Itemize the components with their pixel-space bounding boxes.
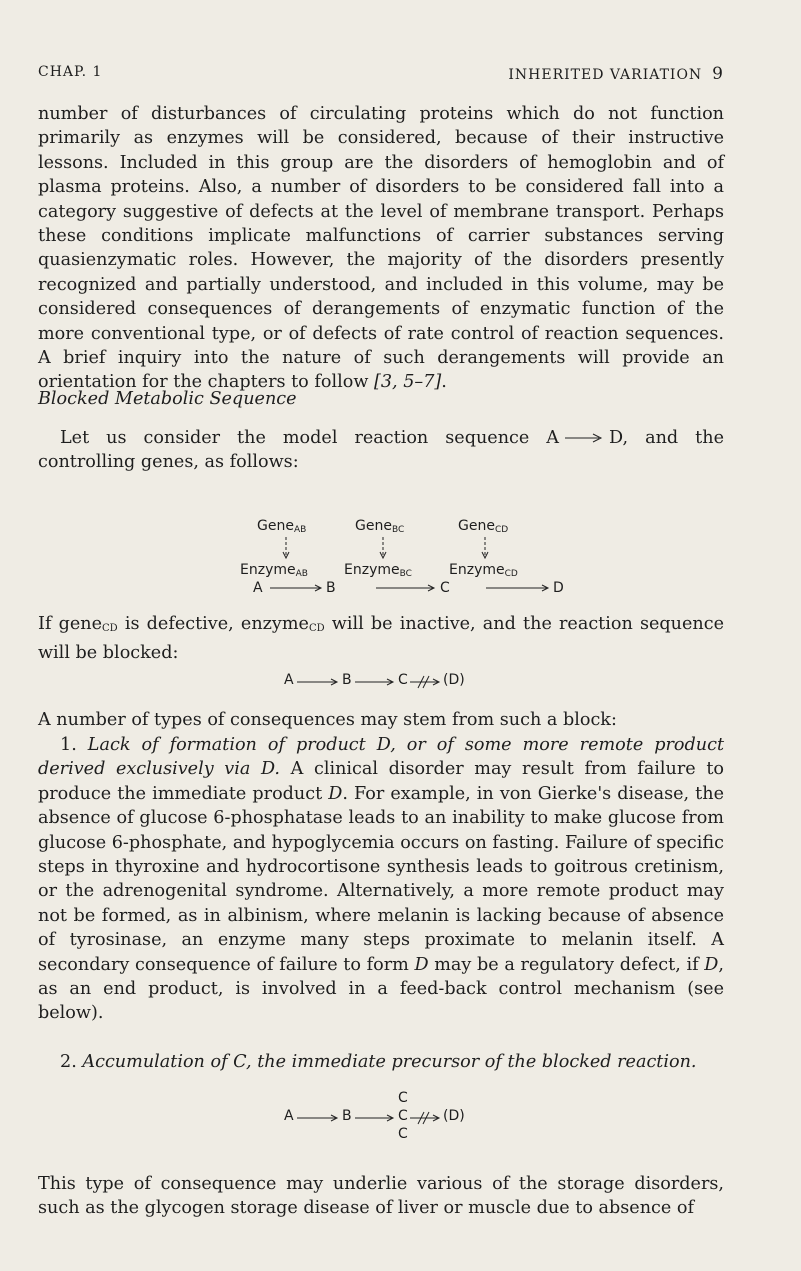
enzyme-sub-cd: CD bbox=[504, 569, 518, 579]
d3-node-b: B bbox=[342, 1108, 352, 1124]
paragraph-5 bbox=[38, 1172, 724, 1221]
item-1-title: Lack of formation of product D, or of some more remote product derived exclusively via D. bbox=[38, 735, 725, 780]
paragraph-1-text: number of disturbances of circulating proteins which do not function primarily as enzymes will be considered, because of their instructive lessons. Included in this group are the disorders of hemoglobin and of plasma proteins. Also, a number of disorders to be considered fall into a category suggestive of defects at the level of membrane transport. Perhaps these conditions implicate malfunctions of carrier substances serving quasienzymatic roles. However, the majority of the disorders presently recognized and partially understood, and included in this volume, may be considered consequences of derangements of enzymatic function of the more conventional type, or of defects of rate control of reaction sequences. A brief inquiry into the nature of such derangements will provide an orientation for the chapters to follow bbox=[38, 104, 724, 393]
page-number: 9 bbox=[712, 64, 723, 84]
gene-word: Gene bbox=[355, 518, 392, 534]
paragraph-2-end: D, and the controlling genes, as follows: bbox=[38, 428, 724, 473]
node-b: B bbox=[326, 580, 336, 596]
d2-blocked-d: (D) bbox=[443, 672, 465, 688]
paragraph-2-start: Let us consider the model reaction sequence A bbox=[60, 428, 560, 448]
enzyme-word: Enzyme bbox=[449, 562, 505, 578]
item-1-t1: A clinical disorder may result from failure to produce the immediate product bbox=[38, 759, 724, 804]
item-1-t4: , as an end product, is involved in a feed-back control mechanism (see below). bbox=[38, 954, 724, 1024]
item-1-d1: D bbox=[328, 783, 343, 804]
d3-node-c: C bbox=[398, 1108, 408, 1124]
gene-sub-bc: BC bbox=[391, 525, 405, 535]
d2-node-b: B bbox=[342, 672, 352, 688]
citation: [3, 5–7] bbox=[373, 372, 442, 393]
enzyme-sub-bc: BC bbox=[399, 569, 412, 579]
item-1-number: 1. bbox=[60, 735, 77, 755]
paragraph-4-text: A number of types of consequences may stem from such a block: bbox=[38, 710, 617, 730]
d2-node-a: A bbox=[284, 672, 294, 688]
gene-sub-cd: CD bbox=[494, 525, 509, 535]
chapter-label: CHAP. 1 bbox=[38, 64, 103, 80]
node-d: D bbox=[553, 580, 564, 596]
enzyme-word: Enzyme bbox=[240, 562, 296, 578]
enzyme-word: Enzyme bbox=[344, 562, 400, 578]
item-1-t2: . For example, in von Gierke's disease, the absence of glucose 6-phosphatase leads to an inability to make glucose from glucose 6-phosphate, and hypoglycemia occurs on fasting. Failure of specific steps in thyroxine and hydrocortisone synthesis leads to goitrous cretinism, or the adrenogenital syndrome. Alternatively, a more remote product may not be formed, as in albinism, where melanin is lacking because of absence of tyrosinase, an enzyme many steps proximate to melanin itself. A secondary consequence of failure to form bbox=[38, 783, 724, 975]
p3-t1: If gene bbox=[38, 614, 103, 634]
d3-blocked-d: (D) bbox=[443, 1108, 465, 1124]
item-1-t3: may be a regulatory defect, if bbox=[428, 954, 705, 975]
d3-c-bottom: C bbox=[398, 1126, 408, 1142]
d3-c-top: C bbox=[398, 1090, 408, 1106]
item-2-title: Accumulation of C, the immediate precursor of the blocked reaction. bbox=[82, 1052, 697, 1072]
p3-sub1: CD bbox=[102, 623, 118, 634]
section-title: INHERITED VARIATION bbox=[508, 67, 703, 83]
enzyme-sub-ab: AB bbox=[295, 569, 308, 579]
gene-word: Gene bbox=[257, 518, 294, 534]
p3-sub2: CD bbox=[308, 623, 325, 634]
d3-node-a: A bbox=[284, 1108, 294, 1124]
node-a: A bbox=[253, 580, 263, 596]
gene-sub-ab: AB bbox=[293, 525, 307, 535]
gene-word: Gene bbox=[458, 518, 495, 534]
section-heading: Blocked Metabolic Sequence bbox=[38, 389, 297, 409]
item-1-d2: D bbox=[414, 954, 429, 975]
period: . bbox=[441, 372, 447, 393]
d2-node-c: C bbox=[398, 672, 408, 688]
item-2-number: 2. bbox=[60, 1052, 77, 1072]
p3-t3: will be inactive, and the reaction sequence will be blocked: bbox=[38, 614, 724, 664]
paragraph-5-text: This type of consequence may underlie various of the storage disorders, such as the glycogen storage disease of liver or muscle due to absence of bbox=[38, 1174, 724, 1219]
p3-t2: is defective, enzyme bbox=[117, 614, 309, 634]
node-c: C bbox=[440, 580, 450, 596]
item-1-d3: D bbox=[704, 954, 719, 975]
